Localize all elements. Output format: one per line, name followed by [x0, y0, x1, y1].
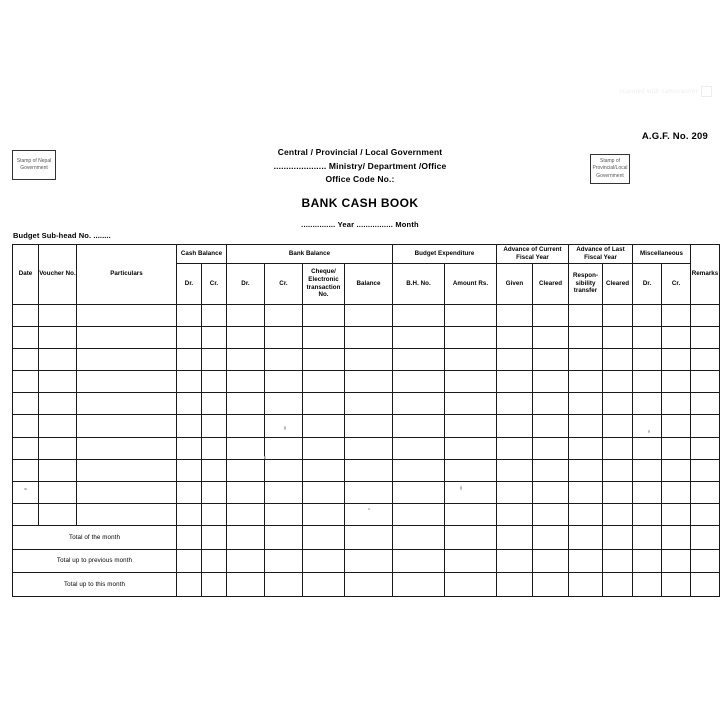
- table-cell[interactable]: [445, 504, 497, 526]
- table-cell[interactable]: [202, 415, 227, 437]
- table-cell[interactable]: [569, 415, 603, 437]
- table-cell[interactable]: [202, 326, 227, 348]
- table-cell[interactable]: [303, 549, 345, 573]
- table-cell[interactable]: [569, 304, 603, 326]
- table-cell[interactable]: [177, 549, 202, 573]
- table-cell[interactable]: [533, 573, 569, 597]
- total-row-label: Total up to this month: [13, 573, 177, 597]
- table-cell[interactable]: [662, 459, 691, 481]
- table-cell[interactable]: [691, 326, 720, 348]
- table-row: [13, 482, 720, 504]
- table-cell[interactable]: [39, 437, 77, 459]
- table-cell[interactable]: [445, 437, 497, 459]
- table-cell[interactable]: [265, 482, 303, 504]
- table-cell[interactable]: [77, 326, 177, 348]
- table-cell[interactable]: [497, 504, 533, 526]
- table-cell[interactable]: [662, 526, 691, 550]
- table-cell[interactable]: [497, 482, 533, 504]
- table-cell[interactable]: [533, 482, 569, 504]
- table-row: [13, 348, 720, 370]
- table-cell[interactable]: [265, 393, 303, 415]
- column-group-cash-balance: Cash Balance: [177, 245, 227, 264]
- table-cell[interactable]: [227, 326, 265, 348]
- table-cell[interactable]: [569, 326, 603, 348]
- table-cell[interactable]: [227, 549, 265, 573]
- table-cell[interactable]: [202, 504, 227, 526]
- table-cell[interactable]: [13, 459, 39, 481]
- table-cell[interactable]: [603, 304, 633, 326]
- table-cell[interactable]: [303, 393, 345, 415]
- table-cell[interactable]: [497, 371, 533, 393]
- table-cell[interactable]: [265, 371, 303, 393]
- watermark-logo-icon: [701, 86, 712, 97]
- table-cell[interactable]: [445, 393, 497, 415]
- table-row: [13, 393, 720, 415]
- table-cell[interactable]: [445, 459, 497, 481]
- stamp-right-label: Stamp of Provincial/Local Government: [592, 158, 628, 179]
- table-total-row: [13, 549, 720, 573]
- table-cell[interactable]: [691, 304, 720, 326]
- table-cell[interactable]: [691, 573, 720, 597]
- column-header-bh-no: B.H. No.: [393, 263, 445, 304]
- column-header-bank-dr: Dr.: [227, 263, 265, 304]
- column-header-responsibility-transfer: Respon- sibility transfer: [569, 263, 603, 304]
- table-row: [13, 326, 720, 348]
- table-cell[interactable]: [227, 437, 265, 459]
- table-cell[interactable]: [265, 326, 303, 348]
- table-cell[interactable]: [533, 526, 569, 550]
- table-cell[interactable]: [177, 304, 202, 326]
- page-title: BANK CASH BOOK: [301, 195, 419, 210]
- table-cell[interactable]: [77, 482, 177, 504]
- table-cell[interactable]: [497, 304, 533, 326]
- table-cell[interactable]: [662, 304, 691, 326]
- table-cell[interactable]: [497, 437, 533, 459]
- table-cell[interactable]: [227, 504, 265, 526]
- table-header-group-row: [13, 245, 720, 264]
- bank-cash-book-table-container: [12, 244, 719, 597]
- year-month-line: ............... Year ................ Month: [301, 219, 419, 229]
- column-header-bank-cr: Cr.: [265, 263, 303, 304]
- table-cell[interactable]: [345, 526, 393, 550]
- table-cell[interactable]: [202, 482, 227, 504]
- table-cell[interactable]: [227, 573, 265, 597]
- table-cell[interactable]: [177, 459, 202, 481]
- table-cell[interactable]: [393, 504, 445, 526]
- column-header-amount-rs: Amount Rs.: [445, 263, 497, 304]
- column-group-miscellaneous: Miscellaneous: [633, 245, 691, 264]
- table-cell[interactable]: [39, 348, 77, 370]
- table-cell[interactable]: [39, 415, 77, 437]
- table-cell[interactable]: [603, 459, 633, 481]
- table-cell[interactable]: [177, 482, 202, 504]
- table-cell[interactable]: [569, 482, 603, 504]
- table-cell[interactable]: [265, 526, 303, 550]
- table-row: [13, 371, 720, 393]
- table-cell[interactable]: [265, 459, 303, 481]
- table-cell[interactable]: [497, 393, 533, 415]
- table-cell[interactable]: [569, 549, 603, 573]
- table-cell[interactable]: [633, 549, 662, 573]
- table-cell[interactable]: [345, 326, 393, 348]
- table-cell[interactable]: [303, 304, 345, 326]
- table-cell[interactable]: [177, 326, 202, 348]
- table-cell[interactable]: [633, 304, 662, 326]
- table-cell[interactable]: [13, 348, 39, 370]
- table-cell[interactable]: [662, 348, 691, 370]
- table-cell[interactable]: [691, 459, 720, 481]
- table-cell[interactable]: [77, 437, 177, 459]
- table-cell[interactable]: [497, 526, 533, 550]
- table-cell[interactable]: [569, 348, 603, 370]
- table-cell[interactable]: [691, 371, 720, 393]
- column-header-misc-dr: Dr.: [633, 263, 662, 304]
- table-cell[interactable]: [603, 348, 633, 370]
- table-cell[interactable]: [445, 415, 497, 437]
- table-cell[interactable]: [662, 326, 691, 348]
- table-cell[interactable]: [497, 326, 533, 348]
- table-cell[interactable]: [227, 415, 265, 437]
- table-cell[interactable]: [177, 504, 202, 526]
- table-cell[interactable]: [177, 393, 202, 415]
- table-cell[interactable]: [393, 573, 445, 597]
- table-cell[interactable]: [445, 371, 497, 393]
- table-cell[interactable]: [445, 526, 497, 550]
- table-cell[interactable]: [227, 348, 265, 370]
- table-cell[interactable]: [393, 348, 445, 370]
- table-cell[interactable]: [345, 482, 393, 504]
- table-cell[interactable]: [662, 573, 691, 597]
- table-cell[interactable]: [533, 459, 569, 481]
- table-cell[interactable]: [202, 573, 227, 597]
- table-cell[interactable]: [393, 549, 445, 573]
- table-cell[interactable]: [77, 415, 177, 437]
- table-row: [13, 304, 720, 326]
- table-cell[interactable]: [497, 348, 533, 370]
- table-cell[interactable]: [393, 482, 445, 504]
- scanner-watermark: [619, 86, 712, 97]
- table-cell[interactable]: [662, 437, 691, 459]
- table-cell[interactable]: [345, 437, 393, 459]
- table-cell[interactable]: [662, 415, 691, 437]
- table-cell[interactable]: [533, 437, 569, 459]
- table-cell[interactable]: [497, 573, 533, 597]
- table-cell[interactable]: [177, 348, 202, 370]
- table-cell[interactable]: [202, 393, 227, 415]
- table-cell[interactable]: [569, 437, 603, 459]
- watermark-text: scanned with camscanner: [619, 88, 698, 95]
- heading-line-ministry: ..................... Ministry/ Department /Office: [273, 160, 447, 171]
- table-cell[interactable]: [497, 415, 533, 437]
- budget-subhead-line: Budget Sub-head No. ........: [13, 231, 111, 240]
- table-cell[interactable]: [393, 437, 445, 459]
- table-cell[interactable]: [265, 437, 303, 459]
- column-group-budget-expenditure: Budget Expenditure: [393, 245, 497, 264]
- table-cell[interactable]: [393, 393, 445, 415]
- table-cell[interactable]: [633, 393, 662, 415]
- table-cell[interactable]: [202, 304, 227, 326]
- table-cell[interactable]: [603, 549, 633, 573]
- table-cell[interactable]: [393, 371, 445, 393]
- table-cell[interactable]: [227, 304, 265, 326]
- table-cell[interactable]: [662, 393, 691, 415]
- table-cell[interactable]: [227, 482, 265, 504]
- table-cell[interactable]: [202, 459, 227, 481]
- table-cell[interactable]: [345, 504, 393, 526]
- table-cell[interactable]: [303, 459, 345, 481]
- table-cell[interactable]: [303, 371, 345, 393]
- table-cell[interactable]: [345, 415, 393, 437]
- column-group-advance-current-fiscal-year: Advance of Current Fiscal Year: [497, 245, 569, 264]
- table-cell[interactable]: [533, 504, 569, 526]
- table-cell[interactable]: [177, 437, 202, 459]
- table-cell[interactable]: [345, 573, 393, 597]
- table-cell[interactable]: [633, 504, 662, 526]
- table-cell[interactable]: [445, 482, 497, 504]
- table-cell[interactable]: [39, 393, 77, 415]
- column-header-last-cleared: Cleared: [603, 263, 633, 304]
- table-cell[interactable]: [77, 393, 177, 415]
- table-cell[interactable]: [202, 371, 227, 393]
- table-cell[interactable]: [265, 348, 303, 370]
- table-cell[interactable]: [265, 573, 303, 597]
- table-cell[interactable]: [603, 504, 633, 526]
- form-number: A.G.F. No. 209: [641, 131, 708, 142]
- table-cell[interactable]: [303, 504, 345, 526]
- table-cell[interactable]: [569, 573, 603, 597]
- table-cell[interactable]: [691, 526, 720, 550]
- table-cell[interactable]: [13, 482, 39, 504]
- table-cell[interactable]: [691, 415, 720, 437]
- column-header-voucher-no: Voucher No.: [39, 245, 77, 305]
- table-cell[interactable]: [393, 304, 445, 326]
- table-cell[interactable]: [303, 526, 345, 550]
- table-row: [13, 459, 720, 481]
- table-cell[interactable]: [633, 437, 662, 459]
- table-cell[interactable]: [569, 526, 603, 550]
- table-cell[interactable]: [13, 304, 39, 326]
- table-cell[interactable]: [303, 326, 345, 348]
- column-group-bank-balance: Bank Balance: [227, 245, 393, 264]
- table-cell[interactable]: [603, 371, 633, 393]
- table-cell[interactable]: [39, 459, 77, 481]
- table-cell[interactable]: [39, 326, 77, 348]
- table-cell[interactable]: [691, 393, 720, 415]
- table-cell[interactable]: [445, 573, 497, 597]
- table-cell[interactable]: [445, 549, 497, 573]
- table-cell[interactable]: [39, 482, 77, 504]
- table-cell[interactable]: [39, 371, 77, 393]
- table-cell[interactable]: [533, 326, 569, 348]
- table-cell[interactable]: [345, 393, 393, 415]
- table-cell[interactable]: [445, 326, 497, 348]
- table-cell[interactable]: [633, 459, 662, 481]
- heading-line-office-code: Office Code No.:: [325, 174, 395, 184]
- table-cell[interactable]: [603, 482, 633, 504]
- table-cell[interactable]: [177, 573, 202, 597]
- column-header-cheque-no: Cheque/ Electronic transaction No.: [303, 263, 345, 304]
- table-cell[interactable]: [303, 573, 345, 597]
- heading-line-government: Central / Provincial / Local Government: [277, 147, 443, 157]
- table-cell[interactable]: [77, 459, 177, 481]
- table-cell[interactable]: [303, 482, 345, 504]
- table-cell[interactable]: [227, 526, 265, 550]
- table-cell[interactable]: [265, 549, 303, 573]
- table-cell[interactable]: [569, 504, 603, 526]
- column-header-remarks: Remarks: [691, 245, 720, 305]
- table-cell[interactable]: [265, 504, 303, 526]
- column-header-advance-given: Given: [497, 263, 533, 304]
- table-cell[interactable]: [13, 437, 39, 459]
- table-cell[interactable]: [177, 526, 202, 550]
- table-cell[interactable]: [662, 482, 691, 504]
- table-cell[interactable]: [603, 326, 633, 348]
- table-cell[interactable]: [227, 393, 265, 415]
- table-row: [13, 415, 720, 437]
- table-cell[interactable]: [393, 415, 445, 437]
- table-cell[interactable]: [227, 371, 265, 393]
- bank-cash-book-table: [12, 244, 720, 597]
- table-header: [13, 245, 720, 305]
- table-cell[interactable]: [202, 526, 227, 550]
- table-cell[interactable]: [533, 304, 569, 326]
- stamp-left-label: Stamp of Nepal Government: [16, 157, 52, 171]
- table-body: [13, 304, 720, 596]
- table-cell[interactable]: [633, 526, 662, 550]
- table-cell[interactable]: [603, 393, 633, 415]
- table-cell[interactable]: [77, 371, 177, 393]
- table-cell[interactable]: [633, 415, 662, 437]
- table-cell[interactable]: [691, 348, 720, 370]
- table-cell[interactable]: [533, 415, 569, 437]
- table-cell[interactable]: [445, 348, 497, 370]
- table-cell[interactable]: [39, 504, 77, 526]
- column-header-cash-cr: Cr.: [202, 263, 227, 304]
- table-cell[interactable]: [13, 393, 39, 415]
- column-header-date: Date: [13, 245, 39, 305]
- table-row: [13, 504, 720, 526]
- table-cell[interactable]: [227, 459, 265, 481]
- table-cell[interactable]: [569, 371, 603, 393]
- table-cell[interactable]: [691, 482, 720, 504]
- table-cell[interactable]: [633, 371, 662, 393]
- table-total-row: [13, 526, 720, 550]
- table-cell[interactable]: [303, 415, 345, 437]
- table-cell[interactable]: [13, 371, 39, 393]
- table-cell[interactable]: [177, 415, 202, 437]
- table-cell[interactable]: [345, 371, 393, 393]
- table-cell[interactable]: [303, 437, 345, 459]
- table-cell[interactable]: [345, 304, 393, 326]
- column-header-misc-cr: Cr.: [662, 263, 691, 304]
- table-cell[interactable]: [393, 326, 445, 348]
- table-cell[interactable]: [202, 348, 227, 370]
- table-cell[interactable]: [533, 371, 569, 393]
- table-cell[interactable]: [177, 371, 202, 393]
- table-cell[interactable]: [691, 549, 720, 573]
- table-row: [13, 437, 720, 459]
- table-cell[interactable]: [345, 549, 393, 573]
- table-cell[interactable]: [603, 526, 633, 550]
- table-cell[interactable]: [39, 304, 77, 326]
- table-cell[interactable]: [603, 573, 633, 597]
- table-cell[interactable]: [633, 348, 662, 370]
- table-cell[interactable]: [202, 437, 227, 459]
- table-cell[interactable]: [345, 348, 393, 370]
- total-row-label: Total of the month: [13, 526, 177, 550]
- table-cell[interactable]: [633, 573, 662, 597]
- table-cell[interactable]: [77, 348, 177, 370]
- table-cell[interactable]: [13, 326, 39, 348]
- column-group-advance-last-fiscal-year: Advance of Last Fiscal Year: [569, 245, 633, 264]
- table-cell[interactable]: [345, 459, 393, 481]
- table-cell[interactable]: [603, 415, 633, 437]
- table-cell[interactable]: [13, 415, 39, 437]
- table-cell[interactable]: [393, 459, 445, 481]
- column-header-balance: Balance: [345, 263, 393, 304]
- table-cell[interactable]: [691, 437, 720, 459]
- table-cell[interactable]: [569, 393, 603, 415]
- table-cell[interactable]: [662, 371, 691, 393]
- table-cell[interactable]: [533, 393, 569, 415]
- table-cell[interactable]: [77, 504, 177, 526]
- document-heading: [0, 146, 720, 229]
- table-cell[interactable]: [662, 504, 691, 526]
- table-cell[interactable]: [603, 437, 633, 459]
- table-cell[interactable]: [13, 504, 39, 526]
- table-cell[interactable]: [265, 415, 303, 437]
- table-total-row: [13, 573, 720, 597]
- table-cell[interactable]: [497, 549, 533, 573]
- column-header-advance-cleared: Cleared: [533, 263, 569, 304]
- table-cell[interactable]: [393, 526, 445, 550]
- table-cell[interactable]: [265, 304, 303, 326]
- table-cell[interactable]: [633, 482, 662, 504]
- table-cell[interactable]: [533, 549, 569, 573]
- table-cell[interactable]: [662, 549, 691, 573]
- table-cell[interactable]: [497, 459, 533, 481]
- table-cell[interactable]: [77, 304, 177, 326]
- table-cell[interactable]: [691, 504, 720, 526]
- table-cell[interactable]: [533, 348, 569, 370]
- column-header-cash-dr: Dr.: [177, 263, 202, 304]
- table-cell[interactable]: [303, 348, 345, 370]
- table-cell[interactable]: [202, 549, 227, 573]
- column-header-particulars: Particulars: [77, 245, 177, 305]
- table-cell[interactable]: [445, 304, 497, 326]
- table-cell[interactable]: [633, 326, 662, 348]
- total-row-label: Total up to previous month: [13, 549, 177, 573]
- table-cell[interactable]: [569, 459, 603, 481]
